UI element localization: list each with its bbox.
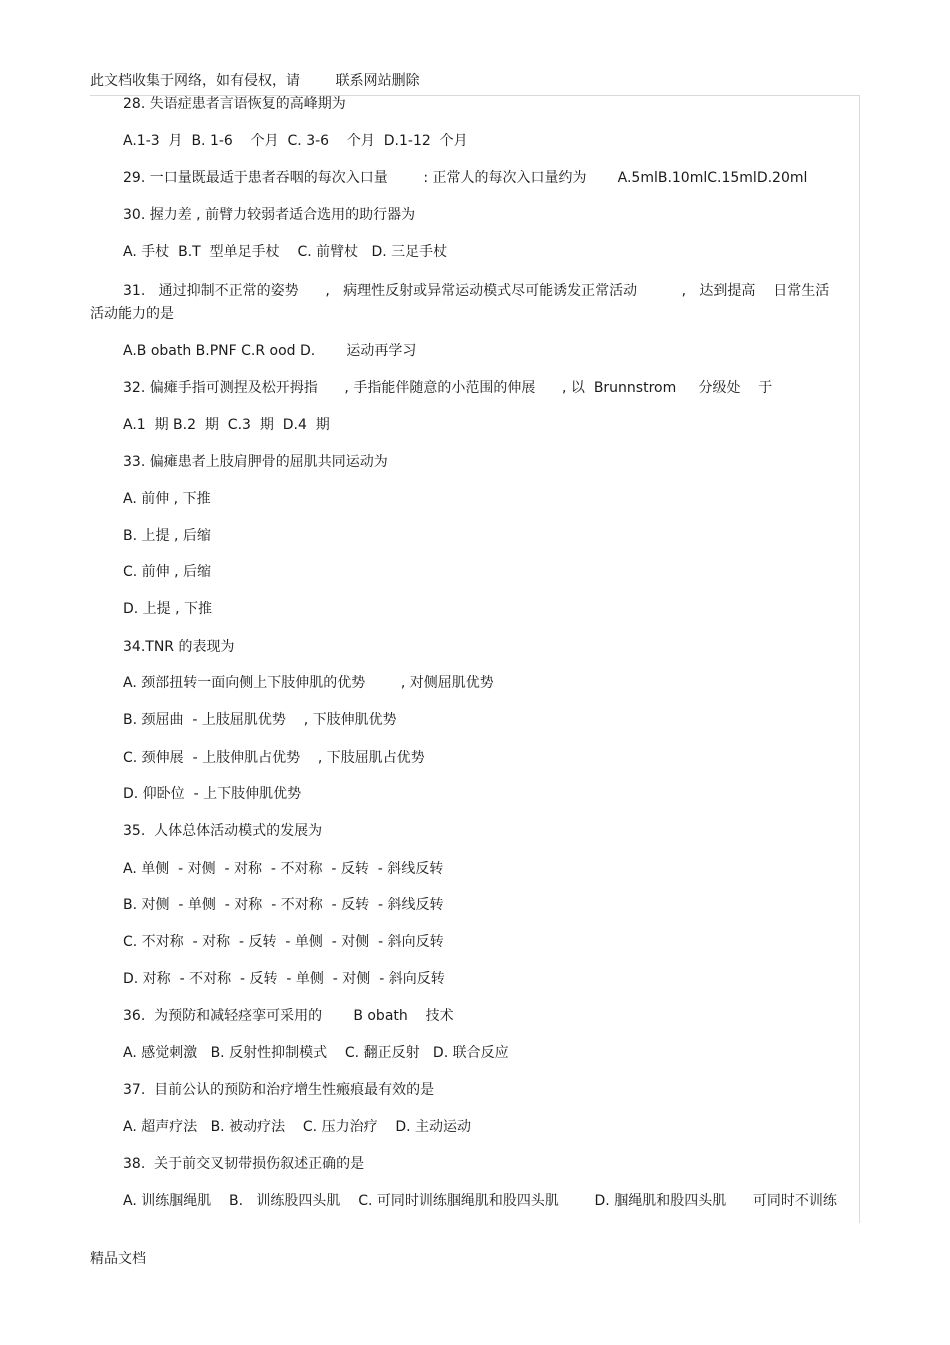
- option-33-d: D. 上提 , 下推: [123, 601, 213, 617]
- option-34-b: B. 颈屈曲 - 上肢屈肌优势 , 下肢伸肌优势: [123, 712, 397, 728]
- option-35-a: A. 单侧 - 对侧 - 对称 - 不对称 - 反转 - 斜线反转: [123, 861, 444, 877]
- options-31: A.B obath B.PNF C.R ood D. 运动再学习: [123, 343, 417, 359]
- question-29: 29. 一口量既最适于患者吞咽的每次入口量 : 正常人的每次入口量约为 A.5mlB.10mlC.15mlD.20ml: [123, 170, 808, 186]
- question-30: 30. 握力差 , 前臂力较弱者适合选用的助行器为: [123, 207, 416, 223]
- question-34: 34.TNR 的表现为: [123, 639, 235, 655]
- question-36: 36. 为预防和减轻痉挛可采用的 B obath 技术: [123, 1008, 454, 1024]
- option-35-c: C. 不对称 - 对称 - 反转 - 单侧 - 对侧 - 斜向反转: [123, 934, 444, 950]
- options-37: A. 超声疗法 B. 被动疗法 C. 压力治疗 D. 主动运动: [123, 1119, 472, 1135]
- options-32: A.1 期 B.2 期 C.3 期 D.4 期: [123, 417, 330, 433]
- option-34-c: C. 颈伸展 - 上肢伸肌占优势 , 下肢屈肌占优势: [123, 750, 425, 766]
- options-36: A. 感觉刺激 B. 反射性抑制模式 C. 翻正反射 D. 联合反应: [123, 1045, 509, 1061]
- question-31: 31. 通过抑制不正常的姿势 , 病理性反射或异常运动模式尽可能诱发正常活动 , 达到提高 日常生活: [123, 283, 830, 299]
- footer-note: 精品文档: [90, 1251, 146, 1267]
- option-35-b: B. 对侧 - 单侧 - 对称 - 不对称 - 反转 - 斜线反转: [123, 897, 444, 913]
- question-35: 35. 人体总体活动模式的发展为: [123, 823, 323, 839]
- options-28: A.1-3 月 B. 1-6 个月 C. 3-6 个月 D.1-12 个月: [123, 133, 468, 149]
- option-34-a: A. 颈部扭转一面向侧上下肢伸肌的优势 , 对侧屈肌优势: [123, 675, 494, 691]
- question-38: 38. 关于前交叉韧带损伤叙述正确的是: [123, 1156, 365, 1172]
- option-35-d: D. 对称 - 不对称 - 反转 - 单侧 - 对侧 - 斜向反转: [123, 971, 445, 987]
- option-34-d: D. 仰卧位 - 上下肢伸肌优势: [123, 786, 302, 802]
- option-33-c: C. 前伸 , 后缩: [123, 564, 212, 580]
- question-28: 28. 失语症患者言语恢复的高峰期为: [123, 96, 346, 112]
- question-32: 32. 偏瘫手指可测捏及松开拇指 , 手指能伴随意的小范围的伸展 , 以 Brunnstrom 分级处 于: [123, 380, 773, 396]
- options-30: A. 手杖 B.T 型单足手杖 C. 前臂杖 D. 三足手杖: [123, 244, 448, 260]
- options-38: A. 训练腘绳肌 B. 训练股四头肌 C. 可同时训练腘绳肌和股四头肌 D. 腘绳肌和股四头肌 可同时不训练: [123, 1193, 837, 1209]
- question-31-cont: 活动能力的是: [90, 306, 174, 322]
- header-note: 此文档收集于网络，如有侵权，请 联系网站删除: [90, 73, 420, 89]
- option-33-a: A. 前伸 , 下推: [123, 491, 211, 507]
- question-33: 33. 偏瘫患者上肢肩胛骨的屈肌共同运动为: [123, 454, 388, 470]
- question-37: 37. 目前公认的预防和治疗增生性瘢痕最有效的是: [123, 1082, 435, 1098]
- option-33-b: B. 上提 , 后缩: [123, 528, 211, 544]
